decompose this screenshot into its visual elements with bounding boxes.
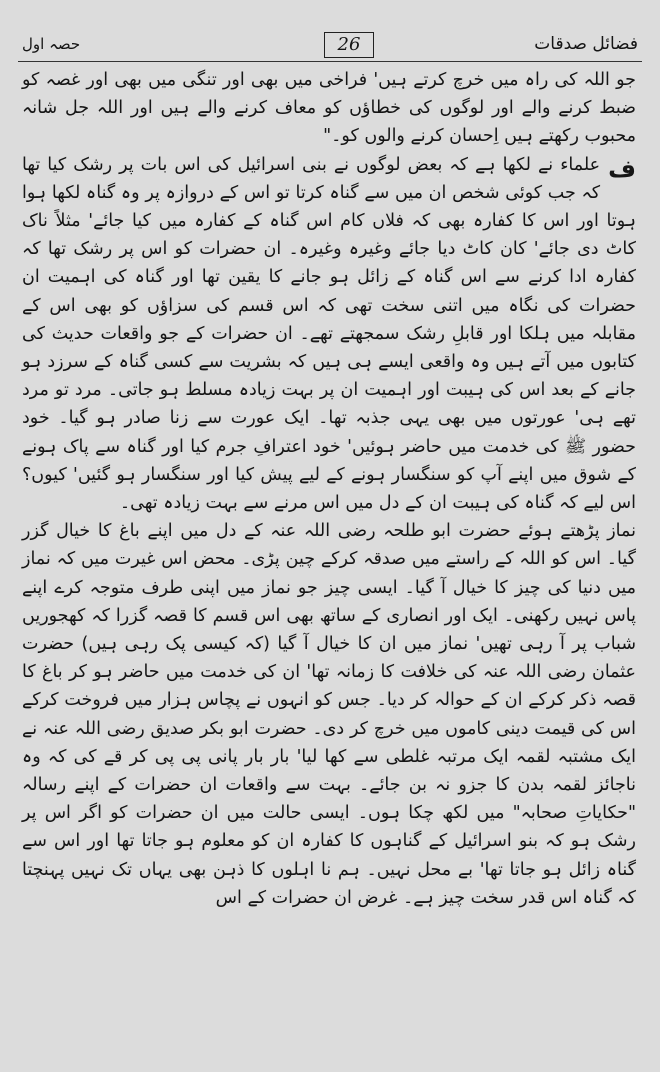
commentary-marker: ف xyxy=(608,154,636,183)
page-body xyxy=(18,62,642,912)
commentary-block xyxy=(22,151,636,518)
paragraph-2: علماء نے لکھا ہے کہ بعض لوگوں نے بنی اسرائیل کی اس بات پر رشک کیا تھا کہ جب کوئی شخص ان میں سے گناہ کرتا تو اس کے دروازہ پر وہ گناہ لکھا ہوا ہوتا اور اس کا کفارہ بھی کہ فلاں کام اس گناہ کے کفارہ میں کیا جائے' مثلاً ناک کاٹ دی جائے' کان کاٹ دیا جائے وغیرہ وغیرہ۔ ان حضرات کو اس پر رشک تھا کہ کفارہ ادا کرنے سے اس گناہ کے زائل ہو جانے کا یقین تھا اور گناہ کی اہمیت ان حضرات کی نگاہ میں اتنی سخت تھی کہ اس قسم کی سزاؤں کو بھی اس کے مقابلہ میں ہلکا اور قابلِ رشک سمجھتے تھے۔ ان حضرات کے جو واقعات حدیث کی کتابوں میں آتے ہیں وہ واقعی ایسے ہی ہیں کہ بشریت سے کسی گناہ کے سرزد ہو جانے کے بعد اس کی ہیبت اور اہمیت ان پر بہت زیادہ مسلط ہو جاتی۔ مرد تو مرد تھے ہی' عورتوں میں بھی یہی جذبہ تھا۔ ایک عورت سے زنا صادر ہو گیا۔ خود حضور ﷺ کی خدمت میں حاضر ہوئیں' خود اعترافِ جرم کیا اور گناہ سے پاک ہونے کے شوق میں اپنے آپ کو سنگسار ہونے کے لیے پیش کیا اور سنگسار ہو گئیں' کیوں؟ اس لیے کہ گناہ کی ہیبت ان کے دل میں اس مرنے سے بہت زیادہ تھی۔ xyxy=(22,154,636,514)
page-number: 26 xyxy=(324,32,374,58)
book-title: فضائل صدقات xyxy=(534,34,638,54)
volume-label: حصہ اول xyxy=(22,35,81,53)
page-header xyxy=(18,0,642,62)
paragraph-1: جو اللہ کی راہ میں خرچ کرتے ہیں' فراخی میں بھی اور تنگی میں بھی اور غصہ کو ضبط کرنے والے اور لوگوں کی خطاؤں کو معاف کرنے والے ہیں اور اللہ جل شانہ محبوب رکھتے ہیں اِحسان کرنے والوں کو۔" xyxy=(22,70,636,147)
paragraph-3: نماز پڑھتے ہوئے حضرت ابو طلحہ رضی اللہ عنہ کے دل میں اپنے باغ کا خیال گزر گیا۔ اس کو اللہ کے راستے میں صدقہ کرکے چین پڑی۔ محض اس غیرت میں کہ نماز میں دنیا کی چیز کا خیال آ گیا۔ ایسی چیز جو نماز میں اپنی طرف متوجہ کرے اپنے پاس نہیں رکھنی۔ ایک اور انصاری کے ساتھ بھی اس قسم کا قصہ گزرا کہ کھجوریں شباب پر آ رہی تھیں' نماز میں ان کا خیال آ گیا (کہ کیسی پک رہی ہیں) حضرت عثمان رضی اللہ عنہ کی خلافت کا زمانہ تھا' ان کی خدمت میں حاضر ہو کر باغ کا قصہ ذکر کرکے ان کے حوالہ کر دیا۔ جس کو انہوں نے پچاس ہزار میں فروخت کرکے اس کی قیمت دینی کاموں میں خرچ کر دی۔ حضرت ابو بکر صدیق رضی اللہ عنہ نے ایک مشتبہ لقمہ ایک مرتبہ غلطی سے کھا لیا' بار بار پانی پی پی کر قے کی کہ وہ ناجائز لقمہ بدن کا جزو نہ بن جائے۔ بہت سے واقعات ان حضرات کے اپنے رسالہ "حکایاتِ صحابہ" میں لکھ چکا ہوں۔ ایسی حالت میں ان حضرات کو اگر اس پر رشک ہو کہ بنو اسرائیل کے گناہوں کا کفارہ ان کو معلوم ہو جاتا تھا اور اس سے گناہ زائل ہو جاتا تھا' بے محل نہیں۔ ہم نا اہلوں کا ذہن بھی یہاں تک نہیں پہنچتا کہ گناہ اس قدر سخت چیز ہے۔ غرض ان حضرات کے اس xyxy=(22,521,636,908)
